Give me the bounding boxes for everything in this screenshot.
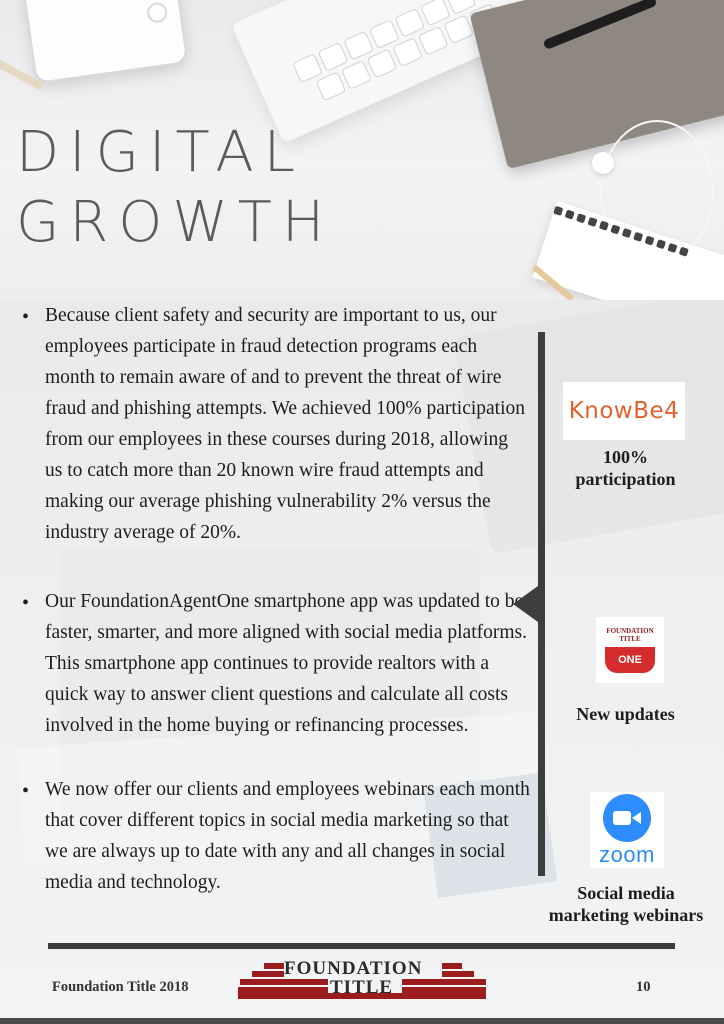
- bullet-text: We now offer our clients and employees webinars each month that cover different topics in social media marketing so that we are always up to date with any and all changes in social media and technology.: [45, 779, 530, 893]
- bullet-item-app: [20, 586, 530, 741]
- footer-company-year: Foundation Title 2018: [52, 979, 189, 995]
- page-title-line1: DIGITAL: [16, 120, 305, 185]
- smartphone-image: [22, 0, 189, 84]
- app-logo-brand-line1: FOUNDATION: [606, 627, 654, 635]
- zoom-caption-line2: marketing webinars: [548, 905, 704, 925]
- page-number: 10: [636, 979, 651, 995]
- bullet-item-fraud: [20, 300, 530, 548]
- zoom-caption: [530, 882, 722, 926]
- bottom-edge: [0, 1018, 724, 1024]
- bullet-text: Our FoundationAgentOne smartphone app was updated to be faster, smarter, and more aligned with social media platforms. This smartphone app continues to provide realtors with a quick way to answer client questions and calculate all costs involved in the home buying or refinancing processes.: [45, 591, 527, 736]
- bullet-item-webinars: [20, 774, 530, 898]
- bullet-text: Because client safety and security are important to us, our employees participate in fraud detection programs each month to remain aware of and to prevent the threat of wire fraud and phishing attempts. We achieved 100% participation from our employees in these courses during 2018, allowing us to catch more than 20 known wire fraud attempts and making our average phishing vulnerability 2% versus the industry average of 20%.: [45, 305, 526, 543]
- knowbe4-caption-line1: 100%: [603, 447, 648, 467]
- knowbe4-caption-line2: participation: [575, 469, 676, 489]
- page-title: [16, 118, 334, 258]
- footer-rule: [48, 943, 675, 949]
- foundation-one-app-logo: [596, 617, 664, 683]
- zoom-wordmark: zoom: [599, 842, 655, 867]
- hero-photo: [0, 0, 724, 300]
- timeline-divider: [538, 332, 545, 876]
- foundation-title-logo: [238, 958, 488, 1001]
- app-logo-one: ONE: [605, 647, 655, 673]
- logo-line2: TITLE: [330, 977, 394, 998]
- knowbe4-caption: [548, 446, 703, 490]
- logo-line1: FOUNDATION: [284, 958, 423, 979]
- app-caption: New updates: [576, 704, 675, 724]
- timeline-arrow: [513, 586, 538, 622]
- bullet-dot: •: [22, 592, 30, 614]
- video-camera-icon: [603, 794, 651, 842]
- bullet-dot: •: [22, 306, 30, 328]
- page-title-line2: GROWTH: [16, 190, 335, 255]
- bullet-dot: •: [22, 780, 30, 802]
- app-logo-brand-line2: TITLE: [619, 635, 641, 643]
- earbud-left: [592, 152, 614, 174]
- knowbe4-logo: KnowBe4: [563, 382, 685, 440]
- bullet-list: [20, 300, 530, 898]
- zoom-logo: [590, 792, 664, 868]
- zoom-caption-line1: Social media: [577, 883, 675, 903]
